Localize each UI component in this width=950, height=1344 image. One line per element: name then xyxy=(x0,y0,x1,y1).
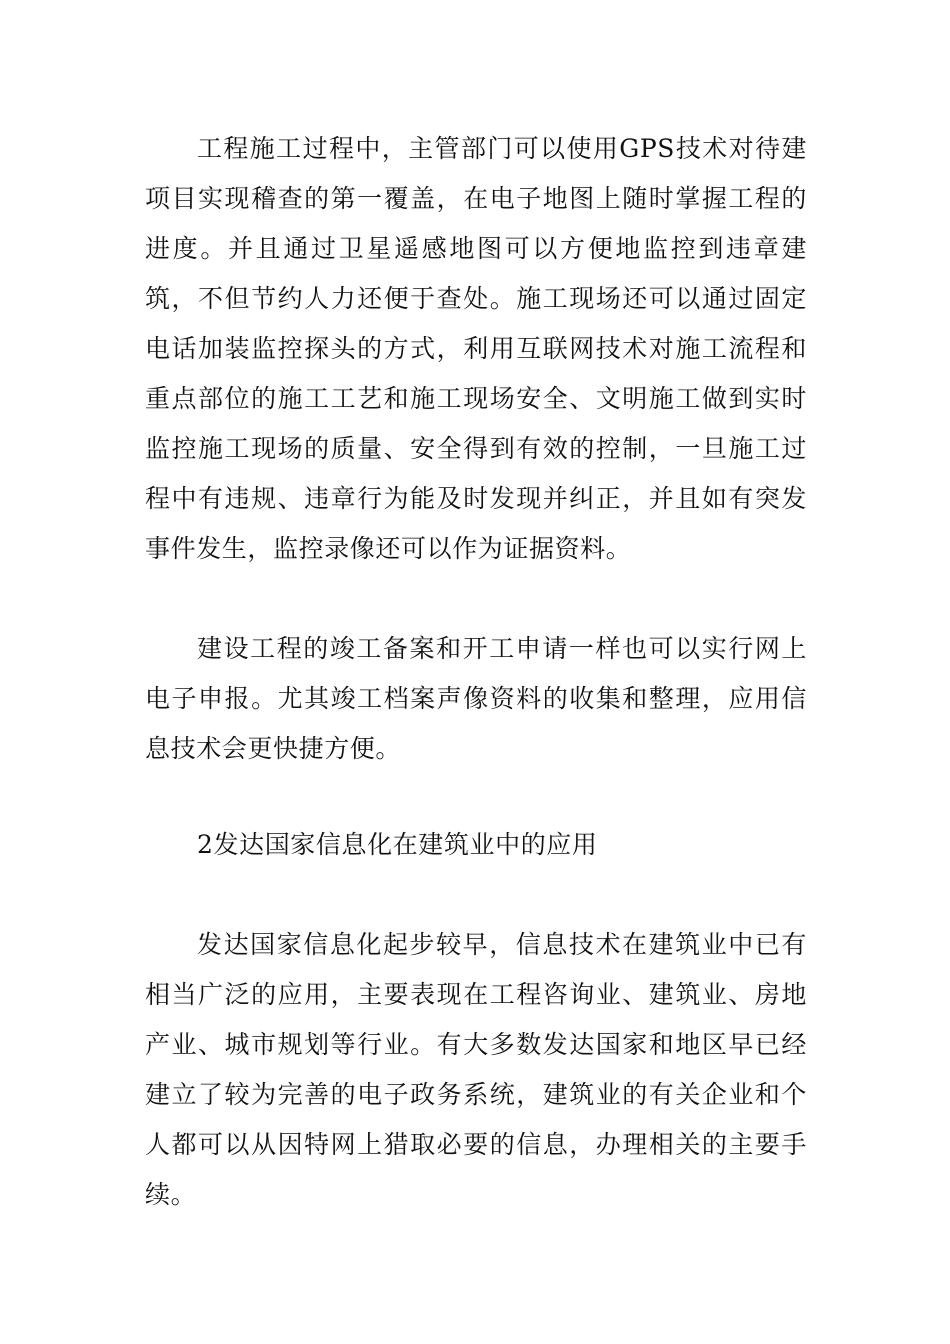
paragraph-developed-countries: 发达国家信息化起步较早，信息技术在建筑业中已有相当广泛的应用，主要表现在工程咨询业、建筑业、房地产业、城市规划等行业。有大多数发达国家和地区早已经建立了较为完善的电子政务系统，建筑业的有关企业和个人都可以从因特网上猎取必要的信息，办理相关的主要手续。 xyxy=(145,930,807,1209)
section-heading: 2发达国家信息化在建筑业中的应用 xyxy=(197,830,598,859)
paragraph-construction-supervision: 工程施工过程中，主管部门可以使用GPS技术对待建项目实现稽查的第一覆盖，在电子地图上随时掌握工程的进度。并且通过卫星遥感地图可以方便地监控到违章建筑，不但节约人力还便于查处。施工现场还可以通过固定电话加装监控探头的方式，利用互联网技术对施工流程和重点部位的施工工艺和施工现场安全、文明施工做到实时监控施工现场的质量、安全得到有效的控制，一旦施工过程中有违规、违章行为能及时发现并纠正，并且如有突发事件发生，监控录像还可以作为证据资料。 xyxy=(145,134,807,563)
paragraph-completion-filing: 建设工程的竣工备案和开工申请一样也可以实行网上电子申报。尤其竣工档案声像资料的收集和整理，应用信息技术会更快捷方便。 xyxy=(145,634,807,763)
